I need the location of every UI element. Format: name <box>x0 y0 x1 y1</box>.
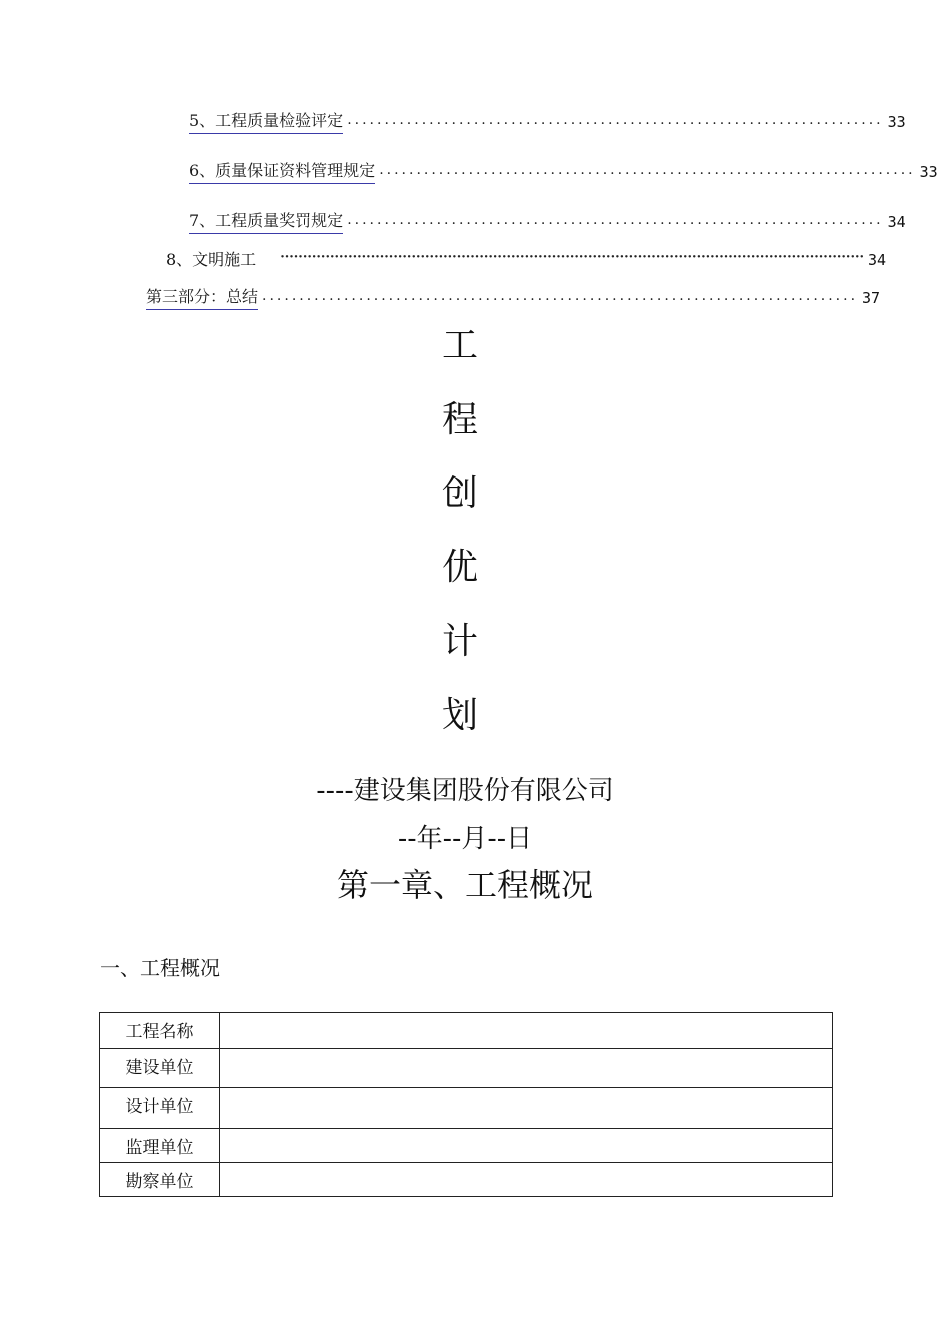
table-cell-label: 勘察单位 <box>100 1163 220 1197</box>
table-row <box>100 1129 833 1163</box>
toc-entry-label[interactable]: 6、质量保证资料管理规定 <box>189 161 375 184</box>
table-row <box>100 1088 833 1129</box>
toc-entry-label[interactable]: 8、文明施工 <box>166 250 257 269</box>
toc-entry-label[interactable]: 7、工程质量奖罚规定 <box>189 211 343 234</box>
table-cell-value[interactable] <box>220 1129 833 1163</box>
table-cell-value[interactable] <box>220 1088 833 1129</box>
table-cell-label: 工程名称 <box>100 1013 220 1049</box>
table-cell-label: 监理单位 <box>100 1129 220 1163</box>
title-char: 创 <box>441 473 478 514</box>
toc-entry-label[interactable]: 第三部分：总结 <box>146 287 258 310</box>
table-cell-label: 建设单位 <box>100 1049 220 1088</box>
toc-leader-dots: ........................................................................ <box>347 212 884 228</box>
toc-entry[interactable] <box>189 208 906 234</box>
document-date: --年--月--日 <box>397 824 533 854</box>
toc-entry[interactable] <box>146 284 881 310</box>
chapter-title: 第一章、工程概况 <box>336 866 593 904</box>
title-char: 划 <box>441 695 478 736</box>
toc-page-number: 37 <box>862 289 881 307</box>
toc-leader-dots: ................................................................................ <box>262 288 859 304</box>
toc-leader-dots: ........................................................................ <box>379 162 916 178</box>
toc-leader-dots: ································································································································· <box>280 250 865 265</box>
table-cell-value[interactable] <box>220 1163 833 1197</box>
table-cell-value[interactable] <box>220 1049 833 1088</box>
title-char: 程 <box>441 399 478 440</box>
toc-page-number: 33 <box>887 113 906 131</box>
toc-entry[interactable] <box>189 108 906 134</box>
table-cell-label: 设计单位 <box>100 1088 220 1129</box>
toc-page-number: 34 <box>887 213 906 231</box>
title-char: 优 <box>441 547 478 588</box>
toc-entry[interactable] <box>189 158 938 184</box>
toc-page-number: 34 <box>868 251 887 269</box>
table-row <box>100 1013 833 1049</box>
table-row <box>100 1049 833 1088</box>
toc-entry[interactable] <box>166 246 887 272</box>
company-name: ----建设集团股份有限公司 <box>316 776 614 806</box>
project-info-table <box>99 1012 833 1197</box>
title-char: 工 <box>441 325 478 366</box>
toc-page-number: 33 <box>919 163 938 181</box>
toc-entry-label[interactable]: 5、工程质量检验评定 <box>189 111 343 134</box>
section-title: 一、工程概况 <box>100 956 220 980</box>
table-cell-value[interactable] <box>220 1013 833 1049</box>
toc-leader-dots: ........................................................................ <box>347 112 884 128</box>
table-row <box>100 1163 833 1197</box>
title-char: 计 <box>441 621 478 662</box>
